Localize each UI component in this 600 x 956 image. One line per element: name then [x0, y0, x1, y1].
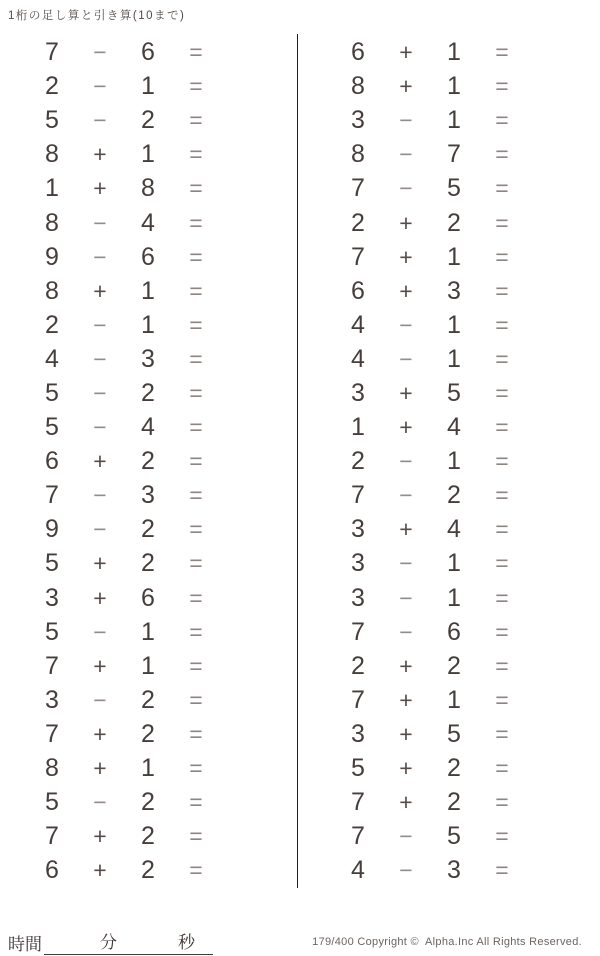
equals-sign: = [495, 39, 509, 66]
operator: + [399, 686, 413, 713]
equals-sign: = [189, 550, 203, 577]
operand-b: 3 [447, 276, 461, 305]
operand-b: 5 [447, 822, 461, 851]
operator: − [93, 345, 107, 372]
operand-a: 3 [351, 549, 365, 578]
problem-row [334, 69, 600, 103]
operator: − [399, 175, 413, 202]
equals-sign: = [495, 73, 509, 100]
equals-sign: = [495, 141, 509, 168]
operand-a: 6 [351, 38, 365, 67]
operator: − [93, 482, 107, 509]
problem-row [28, 546, 297, 580]
problem-row [334, 751, 600, 785]
operand-a: 6 [45, 856, 59, 885]
operand-a: 5 [45, 617, 59, 646]
operand-b: 1 [141, 140, 155, 169]
operand-b: 6 [447, 617, 461, 646]
equals-sign: = [189, 107, 203, 134]
equals-sign: = [189, 686, 203, 713]
operand-a: 5 [45, 413, 59, 442]
operand-a: 4 [351, 344, 365, 373]
minutes-label: 分 [100, 933, 117, 952]
operand-b: 3 [447, 856, 461, 885]
operand-a: 7 [351, 788, 365, 817]
problem-row [334, 274, 600, 308]
operand-a: 7 [351, 685, 365, 714]
problem-row [28, 35, 297, 69]
operator: + [93, 175, 107, 202]
operand-b: 2 [141, 549, 155, 578]
problem-row [28, 410, 297, 444]
equals-sign: = [495, 584, 509, 611]
equals-sign: = [189, 720, 203, 747]
problem-row [28, 274, 297, 308]
operand-a: 2 [351, 447, 365, 476]
operand-b: 1 [447, 242, 461, 271]
equals-sign: = [495, 618, 509, 645]
operand-a: 7 [45, 38, 59, 67]
operand-b: 2 [141, 447, 155, 476]
equals-sign: = [189, 379, 203, 406]
problem-row [28, 581, 297, 615]
problem-row [28, 376, 297, 410]
problem-row [28, 478, 297, 512]
operand-b: 1 [141, 754, 155, 783]
operand-b: 2 [447, 208, 461, 237]
operand-b: 1 [447, 344, 461, 373]
operand-a: 7 [45, 719, 59, 748]
operand-b: 5 [447, 174, 461, 203]
problems-area [0, 35, 600, 888]
problem-row [334, 342, 600, 376]
operand-b: 6 [141, 583, 155, 612]
operand-b: 4 [447, 413, 461, 442]
operand-b: 2 [141, 515, 155, 544]
operator: + [399, 39, 413, 66]
operator: + [93, 141, 107, 168]
operator: + [399, 414, 413, 441]
page-title: 1桁の足し算と引き算(10まで) [8, 10, 186, 22]
equals-sign: = [189, 209, 203, 236]
operator: − [399, 448, 413, 475]
equals-sign: = [495, 209, 509, 236]
equals-sign: = [189, 311, 203, 338]
operand-a: 8 [45, 754, 59, 783]
operand-a: 4 [45, 344, 59, 373]
operand-b: 2 [141, 856, 155, 885]
operand-a: 9 [45, 242, 59, 271]
operator: + [93, 277, 107, 304]
operand-a: 6 [45, 447, 59, 476]
operator: − [399, 857, 413, 884]
operator: + [93, 584, 107, 611]
operator: − [93, 414, 107, 441]
operand-b: 5 [447, 378, 461, 407]
operand-a: 5 [45, 378, 59, 407]
problem-row [334, 410, 600, 444]
operand-a: 7 [45, 651, 59, 680]
equals-sign: = [189, 652, 203, 679]
equals-sign: = [495, 311, 509, 338]
equals-sign: = [495, 379, 509, 406]
problem-row [28, 103, 297, 137]
operator: + [399, 209, 413, 236]
operator: − [399, 823, 413, 850]
operand-b: 2 [447, 481, 461, 510]
operand-b: 1 [447, 549, 461, 578]
operand-b: 2 [141, 106, 155, 135]
operand-b: 4 [141, 413, 155, 442]
equals-sign: = [189, 414, 203, 441]
operand-a: 7 [351, 174, 365, 203]
problems-column-left [0, 35, 297, 888]
operator: − [93, 311, 107, 338]
problem-row [28, 819, 297, 853]
operator: + [93, 755, 107, 782]
operand-b: 1 [447, 583, 461, 612]
equals-sign: = [495, 277, 509, 304]
operand-a: 1 [45, 174, 59, 203]
operand-a: 8 [45, 208, 59, 237]
problem-row [334, 581, 600, 615]
operator: + [399, 73, 413, 100]
equals-sign: = [189, 175, 203, 202]
operator: + [399, 277, 413, 304]
operator: − [399, 550, 413, 577]
problems-column-right [297, 35, 600, 888]
operand-b: 1 [141, 651, 155, 680]
problem-row [28, 683, 297, 717]
operand-a: 3 [45, 685, 59, 714]
equals-sign: = [189, 584, 203, 611]
operand-a: 5 [351, 754, 365, 783]
operator: − [93, 516, 107, 543]
operator: + [93, 823, 107, 850]
equals-sign: = [495, 107, 509, 134]
operand-a: 7 [351, 481, 365, 510]
operand-a: 1 [351, 413, 365, 442]
problem-row [334, 240, 600, 274]
operand-b: 1 [447, 685, 461, 714]
equals-sign: = [495, 482, 509, 509]
problem-row [28, 853, 297, 887]
operator: + [399, 516, 413, 543]
problem-row [28, 205, 297, 239]
equals-sign: = [189, 243, 203, 270]
equals-sign: = [189, 482, 203, 509]
operand-a: 5 [45, 106, 59, 135]
problem-row [334, 205, 600, 239]
equals-sign: = [495, 516, 509, 543]
copyright-text: Copyright © Alpha.Inc All Rights Reserved. [357, 936, 582, 948]
operand-b: 2 [141, 378, 155, 407]
operand-b: 6 [141, 38, 155, 67]
operand-b: 1 [447, 106, 461, 135]
operand-a: 8 [351, 72, 365, 101]
operator: − [399, 311, 413, 338]
operand-a: 3 [351, 719, 365, 748]
problem-row [334, 649, 600, 683]
operator: − [93, 209, 107, 236]
operand-a: 7 [45, 481, 59, 510]
operand-a: 6 [351, 276, 365, 305]
operand-a: 7 [351, 617, 365, 646]
equals-sign: = [189, 516, 203, 543]
equals-sign: = [495, 686, 509, 713]
operand-a: 7 [45, 822, 59, 851]
operand-b: 1 [141, 276, 155, 305]
time-blank-underline [44, 928, 213, 955]
problem-row [334, 819, 600, 853]
operator: + [93, 720, 107, 747]
operator: − [93, 618, 107, 645]
operator: − [399, 482, 413, 509]
problem-row [334, 853, 600, 887]
operand-b: 1 [447, 310, 461, 339]
equals-sign: = [189, 345, 203, 372]
equals-sign: = [189, 73, 203, 100]
operator: + [93, 857, 107, 884]
operand-b: 8 [141, 174, 155, 203]
operand-a: 8 [351, 140, 365, 169]
equals-sign: = [495, 550, 509, 577]
operand-b: 5 [447, 719, 461, 748]
copyright-line [312, 936, 582, 948]
operand-b: 1 [141, 310, 155, 339]
problem-row [28, 615, 297, 649]
problem-row [28, 751, 297, 785]
operator: + [93, 448, 107, 475]
operand-b: 1 [447, 72, 461, 101]
operator: + [399, 720, 413, 747]
operator: − [93, 73, 107, 100]
problem-row [28, 171, 297, 205]
operand-a: 2 [45, 72, 59, 101]
equals-sign: = [189, 277, 203, 304]
operator: + [399, 243, 413, 270]
operator: + [399, 652, 413, 679]
operator: − [399, 107, 413, 134]
operator: + [93, 652, 107, 679]
problem-row [334, 546, 600, 580]
operator: − [93, 39, 107, 66]
operand-a: 3 [351, 583, 365, 612]
problem-row [334, 512, 600, 546]
operand-b: 2 [141, 719, 155, 748]
operand-a: 4 [351, 310, 365, 339]
operand-b: 1 [447, 447, 461, 476]
equals-sign: = [189, 755, 203, 782]
equals-sign: = [495, 243, 509, 270]
operator: − [399, 141, 413, 168]
operand-a: 7 [351, 242, 365, 271]
problem-row [28, 137, 297, 171]
operand-b: 2 [447, 754, 461, 783]
problem-row [28, 308, 297, 342]
operand-b: 2 [447, 788, 461, 817]
operator: − [399, 584, 413, 611]
equals-sign: = [189, 141, 203, 168]
operand-b: 3 [141, 481, 155, 510]
problem-row [334, 35, 600, 69]
problem-row [334, 615, 600, 649]
operand-b: 7 [447, 140, 461, 169]
operand-a: 8 [45, 276, 59, 305]
equals-sign: = [189, 823, 203, 850]
equals-sign: = [495, 175, 509, 202]
operand-a: 2 [351, 208, 365, 237]
operator: − [93, 243, 107, 270]
operand-b: 6 [141, 242, 155, 271]
operand-b: 2 [141, 788, 155, 817]
operand-a: 9 [45, 515, 59, 544]
problem-row [28, 717, 297, 751]
equals-sign: = [495, 857, 509, 884]
operator: − [93, 379, 107, 406]
problem-row [28, 649, 297, 683]
operand-b: 1 [447, 38, 461, 67]
operand-a: 5 [45, 549, 59, 578]
operand-a: 4 [351, 856, 365, 885]
operand-b: 2 [141, 685, 155, 714]
time-entry-line [8, 928, 213, 955]
operand-a: 7 [351, 822, 365, 851]
operator: + [399, 789, 413, 816]
problem-row [28, 69, 297, 103]
operand-b: 2 [141, 822, 155, 851]
operator: − [399, 618, 413, 645]
equals-sign: = [189, 618, 203, 645]
equals-sign: = [495, 652, 509, 679]
problem-row [28, 240, 297, 274]
equals-sign: = [189, 448, 203, 475]
operator: − [93, 686, 107, 713]
operand-a: 8 [45, 140, 59, 169]
operand-a: 3 [45, 583, 59, 612]
equals-sign: = [495, 448, 509, 475]
equals-sign: = [189, 789, 203, 816]
operand-a: 3 [351, 378, 365, 407]
operand-b: 4 [447, 515, 461, 544]
page-number: 179/400 [312, 936, 355, 948]
operand-b: 1 [141, 617, 155, 646]
problem-row [28, 342, 297, 376]
operand-b: 3 [141, 344, 155, 373]
problem-row [28, 444, 297, 478]
problem-row [334, 137, 600, 171]
operand-a: 3 [351, 106, 365, 135]
operand-a: 2 [351, 651, 365, 680]
equals-sign: = [189, 39, 203, 66]
equals-sign: = [495, 414, 509, 441]
operator: + [93, 550, 107, 577]
operand-a: 3 [351, 515, 365, 544]
equals-sign: = [495, 823, 509, 850]
equals-sign: = [495, 720, 509, 747]
operator: + [399, 755, 413, 782]
operator: − [399, 345, 413, 372]
problem-row [334, 683, 600, 717]
operand-a: 5 [45, 788, 59, 817]
equals-sign: = [495, 755, 509, 782]
problem-row [28, 512, 297, 546]
equals-sign: = [495, 345, 509, 372]
seconds-label: 秒 [178, 933, 195, 952]
operator: − [93, 107, 107, 134]
problem-row [334, 103, 600, 137]
problem-row [334, 308, 600, 342]
operand-b: 1 [141, 72, 155, 101]
problem-row [334, 376, 600, 410]
equals-sign: = [495, 789, 509, 816]
operand-b: 4 [141, 208, 155, 237]
operator: + [399, 379, 413, 406]
problem-row [334, 171, 600, 205]
problem-row [28, 785, 297, 819]
problem-row [334, 444, 600, 478]
problem-row [334, 785, 600, 819]
equals-sign: = [189, 857, 203, 884]
time-label: 時間 [8, 935, 42, 954]
operand-a: 2 [45, 310, 59, 339]
problem-row [334, 717, 600, 751]
operand-b: 2 [447, 651, 461, 680]
problem-row [334, 478, 600, 512]
operator: − [93, 789, 107, 816]
